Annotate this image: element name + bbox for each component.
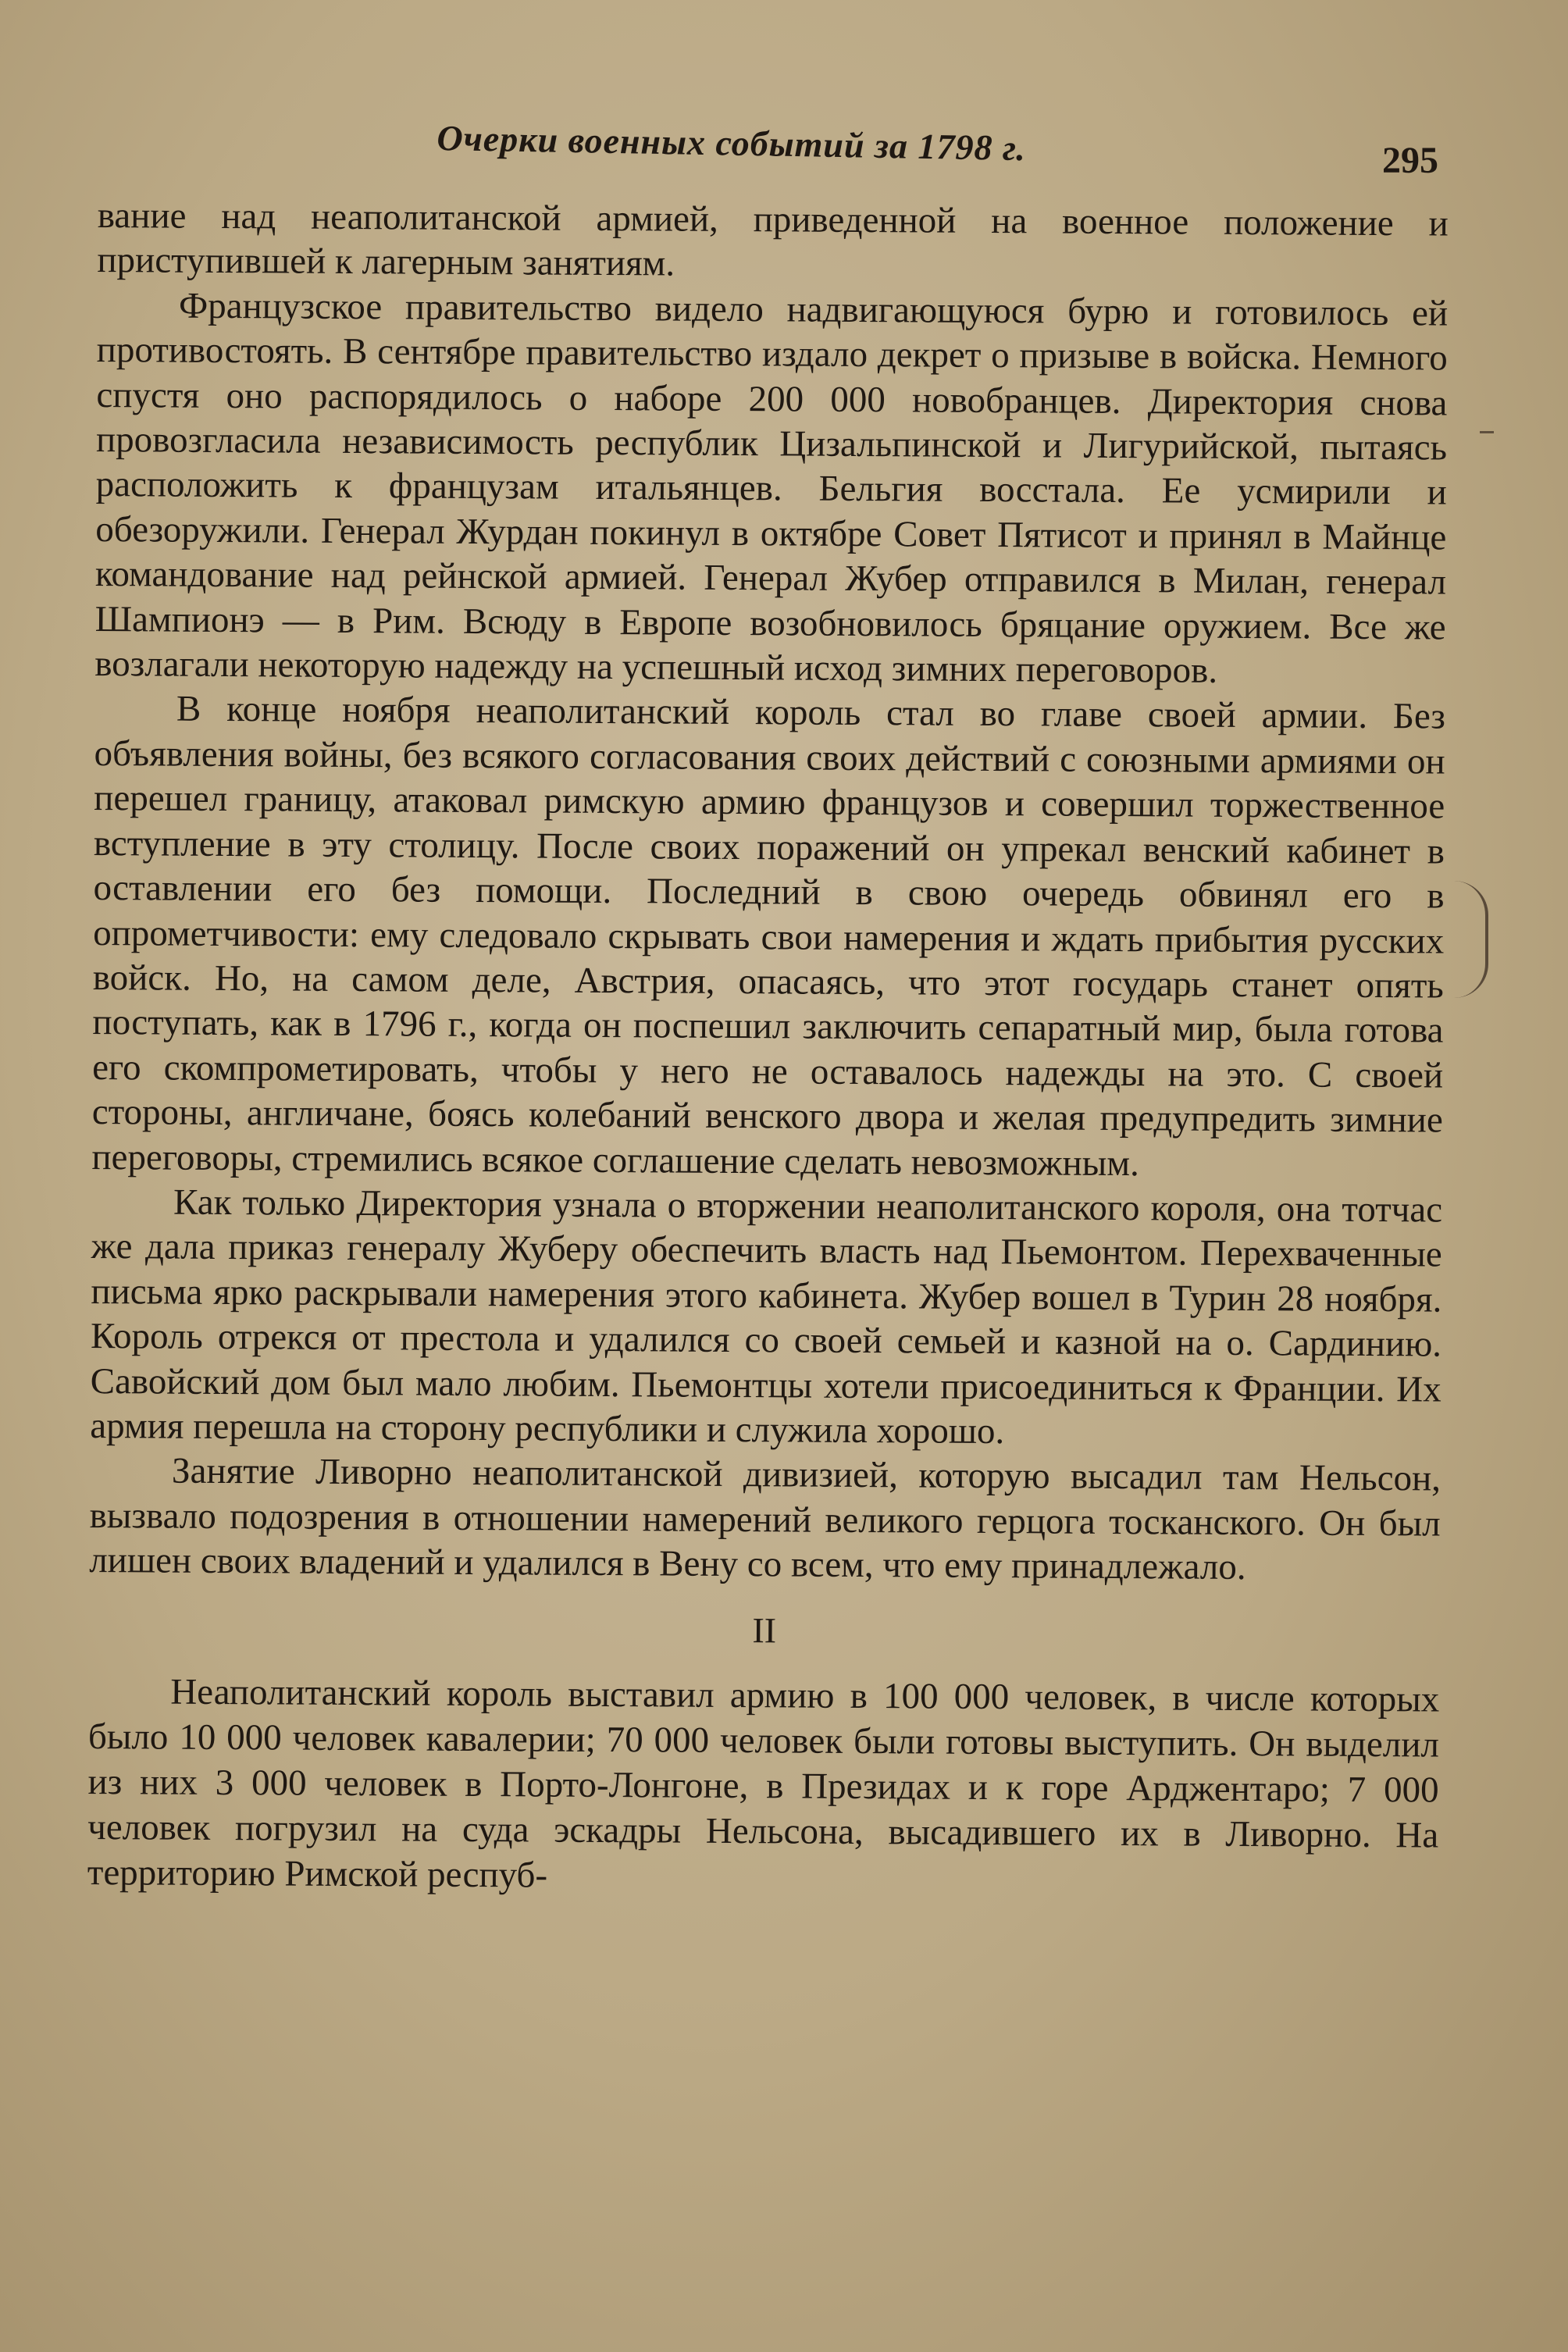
section-heading: II xyxy=(752,1609,777,1650)
margin-pencil-dash xyxy=(1480,431,1494,433)
page-header xyxy=(0,117,1568,181)
paragraph: Как только Директория узнала о вторжении неаполитанского короля, она тотчас же дала приказ генералу Жуберу обеспечить власть над Пьемонтом. Перехваченные письма ярко раскрывали намерения этого кабинета. Жубер вошел в Турин 28 ноября. Король отрекся от престола и удалился со своей семьей и казной на о. Сардинию. Савойский дом был мало любим. Пьемонтцы хотели присоединиться к Франции. Их армия перешла на сторону республики и служила хорошо. xyxy=(90,1181,1443,1452)
margin-bracket-mark xyxy=(1454,881,1488,998)
paragraph: вание над неаполитанской армией, приведенной на военное положение и приступившей к лагерным занятиям. xyxy=(97,194,1449,284)
body-text xyxy=(87,194,1449,1904)
paragraph: Французское правительство видело надвигающуюся бурю и готовилось ей противостоять. В сентябре правительство издало декрет о призыве в войска. Немного спустя оно распорядилось о наборе 200 000 новобранцев. Директория снова провозгласила независимость республик Цизальпинской и Лигурийской, пытаясь расположить к французам итальянцев. Бельгия восстала. Ее усмирили и обезоружили. Генерал Журдан покинул в октябре Совет Пятисот и принял в Майнце командование над рейнской армией. Генерал Жубер отправился в Милан, генерал Шампионэ — в Рим. Всюду в Европе возобновилось бряцание оружием. Все же возлагали некоторую надежду на успешный исход зимних переговоров. xyxy=(94,285,1449,691)
paragraph: Занятие Ливорно неаполитанской дивизией, которую высадил там Нельсон, вызвало подозрения в отношении намерений великого герцога тосканского. Он был лишен своих владений и удалился в Вену со всем, что ему принадлежало. xyxy=(89,1450,1441,1588)
running-title: Очерки военных событий за 1798 г. xyxy=(437,117,1027,169)
paragraph: Неаполитанский король выставил армию в 100 000 человек, в числе которых было 10 000 человек кавалерии; 70 000 человек были готовы выступить. Он выделил из них 3 000 человек в Порто-Лонгоне, в Президах и к горе Арджентаро; 7 000 человек погрузил на суда эскадры Нельсона, высадившего их в Ливорно. На территорию Римской респуб- xyxy=(87,1671,1440,1896)
paragraph: В конце ноября неаполитанский король стал во главе своей армии. Без объявления войны, без всякого согласования своих действий с союзными армиями он перешел границу, атаковал римскую армию французов и совершил торжественное вступление в эту столицу. После своих поражений он упрекал венский кабинет в оставлении его без помощи. Последний в свою очередь обвинял его в опрометчивости: ему следовало скрывать свои намерения и ждать прибытия русских войск. Но, на самом деле, Австрия, опасаясь, что этот государь станет опять поступать, как в 1796 г., когда он поспешил заключить сепаратный мир, была готова его скомпрометировать, чтобы у него не оставалось надежды на это. С своей стороны, англичане, боясь колебаний венского двора и желая предупредить зимние переговоры, стремились всякое соглашение сделать невозможным. xyxy=(91,689,1446,1184)
page-number: 295 xyxy=(1382,140,1438,181)
section-two xyxy=(87,1669,1440,1904)
